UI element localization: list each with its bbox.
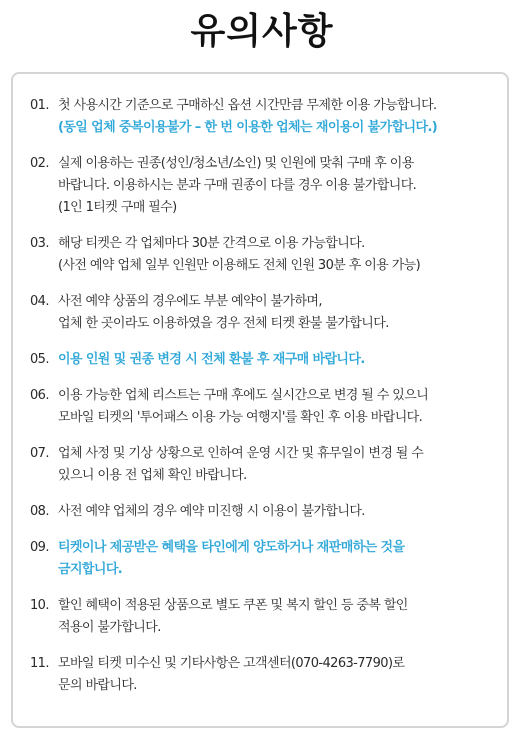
notice-highlight-line: 이용 인원 및 권종 변경 시 전체 환불 후 재구매 바랍니다. (58, 352, 365, 367)
notice-number: 10. (30, 598, 49, 613)
notice-line: 첫 사용시간 기준으로 구매하신 옵션 시간만큼 무제한 이용 가능합니다. (58, 98, 437, 113)
notice-line: 적용이 불가합니다. (58, 620, 161, 635)
notice-item (30, 95, 501, 139)
notice-text (58, 153, 501, 219)
notice-list (30, 95, 501, 711)
notice-line: 있으니 이용 전 업체 확인 바랍니다. (58, 468, 247, 483)
notice-number: 11. (30, 656, 49, 671)
notice-line: 할인 혜택이 적용된 상품으로 별도 쿠폰 및 복지 할인 등 중복 할인 (58, 598, 408, 613)
notice-item (30, 349, 501, 371)
notice-number: 04. (30, 294, 49, 309)
notice-item (30, 443, 501, 487)
notice-text (58, 443, 501, 487)
notice-item (30, 595, 501, 639)
notice-number: 03. (30, 236, 49, 251)
notice-text (58, 349, 501, 371)
notice-number: 07. (30, 446, 49, 461)
notice-text (58, 537, 501, 581)
notice-line: 모바일 티켓의 '투어패스 이용 가능 여행지'를 확인 후 이용 바랍니다. (58, 410, 423, 425)
notice-item (30, 537, 501, 581)
notice-line: 사전 예약 상품의 경우에도 부분 예약이 불가하며, (58, 294, 322, 309)
notice-line: 모바일 티켓 미수신 및 기타사항은 고객센터(070-4263-7790)로 (58, 656, 405, 671)
notice-text (58, 653, 501, 697)
notice-line: 해당 티켓은 각 업체마다 30분 간격으로 이용 가능합니다. (58, 236, 365, 251)
notice-number: 05. (30, 352, 49, 367)
notice-item (30, 153, 501, 219)
notice-number: 06. (30, 388, 49, 403)
notice-item (30, 233, 501, 277)
notice-highlight-line: (동일 업체 중복이용불가 – 한 번 이용한 업체는 재이용이 불가합니다.) (58, 120, 438, 135)
notice-item (30, 653, 501, 697)
notice-text (58, 595, 501, 639)
page-title: 유의사항 (190, 11, 334, 52)
notice-number: 08. (30, 504, 49, 519)
notice-line: (사전 예약 업체 일부 인원만 이용해도 전체 인원 30분 후 이용 가능) (58, 258, 421, 273)
notice-item (30, 501, 501, 523)
notice-line: 업체 사정 및 기상 상황으로 인하여 운영 시간 및 휴무일이 변경 될 수 (58, 446, 424, 461)
notice-number: 09. (30, 540, 49, 555)
notice-text (58, 385, 501, 429)
notice-text (58, 291, 501, 335)
notice-line: 문의 바랍니다. (58, 678, 137, 693)
notice-line: 바랍니다. 이용하시는 분과 구매 권종이 다를 경우 이용 불가합니다. (58, 178, 417, 193)
notice-highlight-line: 금지합니다. (58, 562, 123, 577)
notice-number: 02. (30, 156, 49, 171)
notice-item (30, 385, 501, 429)
notice-text (58, 501, 501, 523)
notice-highlight-line: 티켓이나 제공받은 혜택을 타인에게 양도하거나 재판매하는 것을 (58, 540, 405, 555)
notice-line: 이용 가능한 업체 리스트는 구매 후에도 실시간으로 변경 될 수 있으니 (58, 388, 429, 403)
notice-line: 실제 이용하는 권종(성인/청소년/소인) 및 인원에 맞춰 구매 후 이용 (58, 156, 414, 171)
notice-line: 사전 예약 업체의 경우 예약 미진행 시 이용이 불가합니다. (58, 504, 365, 519)
notice-text (58, 95, 501, 139)
notice-card (11, 72, 509, 728)
notice-line: 업체 한 곳이라도 이용하였을 경우 전체 티켓 환불 불가합니다. (58, 316, 389, 331)
notice-line: (1인 1티켓 구매 필수) (58, 200, 177, 215)
notice-number: 01. (30, 98, 49, 113)
notice-text (58, 233, 501, 277)
notice-item (30, 291, 501, 335)
